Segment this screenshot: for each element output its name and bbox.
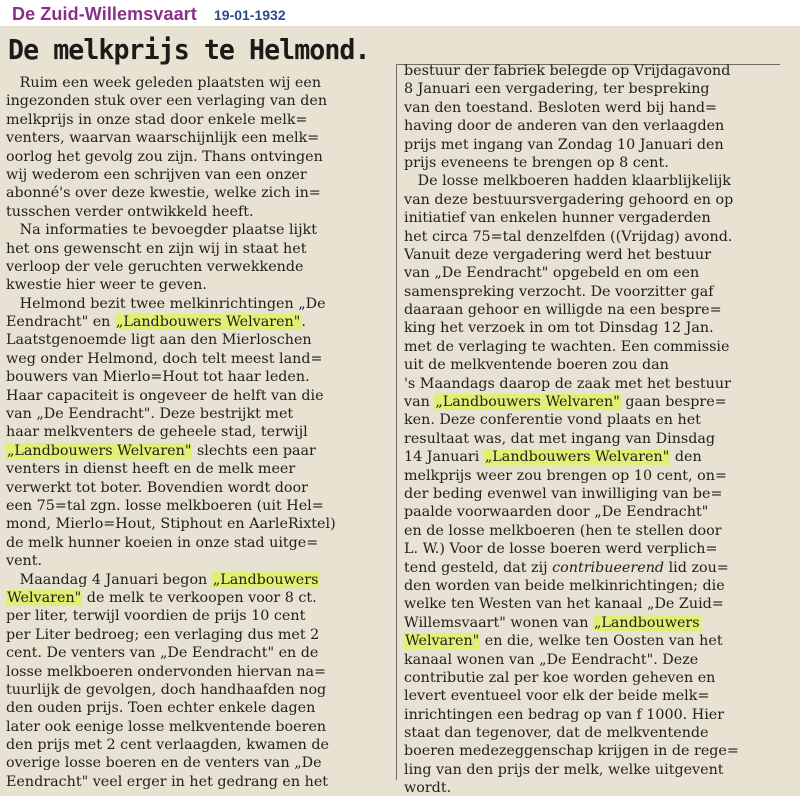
line-text: 8 Januari een vergadering, ter bespreking [404, 81, 710, 98]
line-text: later ook eenige losse melkventende boeren [6, 718, 327, 735]
line-text: daaraan gehoor en willigde na een bespre= [404, 302, 722, 319]
text-line [404, 393, 780, 411]
line-text: Haar capaciteit is ongeveer de helft van die [6, 387, 324, 404]
line-text: per Liter bedroeg; een verlaging dus met 2 [6, 626, 320, 643]
text-line [404, 319, 780, 337]
line-text: ingezonden stuk over een verlaging van den [6, 93, 328, 110]
line-text: De losse melkboeren hadden klaarblijkelijk [404, 173, 731, 190]
text-line [404, 264, 780, 282]
text-line [6, 515, 388, 533]
line-text: Eendracht" veel erger in het gedrang en het [6, 773, 329, 790]
article-column-right [404, 62, 780, 797]
text-line [6, 240, 388, 258]
text-line [404, 375, 780, 393]
line-text: per liter, terwijl voordien de prijs 10 cent [6, 608, 306, 625]
text-line [404, 467, 780, 485]
text-line [404, 191, 780, 209]
highlighted-term: Welvaren" [7, 589, 82, 606]
text-line [6, 663, 388, 681]
text-line [6, 552, 388, 570]
text-line [404, 209, 780, 227]
line-text: prijs met ingang van Zondag 10 Januari den [404, 136, 724, 153]
line-text: een 75=tal zgn. losse melkboeren (uit Hel= [6, 497, 324, 514]
line-text: Willemsvaart" wonen van [404, 614, 593, 631]
line-text: venters in dienst heeft en de melk meer [6, 461, 296, 478]
text-line [404, 706, 780, 724]
highlighted-term: „Landbouwers [212, 571, 319, 588]
text-line [6, 184, 388, 202]
text-line [6, 221, 388, 239]
text-line [6, 148, 388, 166]
line-text: king het verzoek in om tot Dinsdag 12 Jan. [404, 320, 714, 337]
text-line [404, 246, 780, 264]
line-text: abonné's over deze kwestie, welke zich in= [6, 185, 321, 202]
line-text: L. W.) Voor de losse boeren werd verplich= [404, 541, 718, 558]
text-line [404, 540, 780, 558]
line-text: de melk hunner koeien in onze stad uitge= [6, 534, 319, 551]
line-text: 's Maandags daarop de zaak met het bestuur [404, 375, 731, 392]
text-line [6, 497, 388, 515]
text-line [404, 338, 780, 356]
text-line [6, 313, 388, 331]
text-line [404, 301, 780, 319]
line-text: kwestie hier weer te geven. [6, 277, 207, 294]
text-line [404, 136, 780, 154]
line-text: van den toestand. Besloten werd bij hand= [404, 99, 718, 116]
line-text: slechts een paar [192, 442, 316, 459]
line-text: verloop der vele geruchten verwekkende [6, 258, 304, 275]
emphasized-term: contribueerend [552, 559, 665, 576]
line-text: resultaat was, dat met ingang van Dinsdag [404, 430, 716, 447]
line-text: . [301, 314, 306, 331]
line-text: Laatstgenoemde ligt aan den Mierloschen [6, 332, 312, 349]
line-text: kanaal wonen van „De Eendracht". Deze [404, 651, 699, 668]
text-line [6, 203, 388, 221]
text-line [404, 522, 780, 540]
line-text: paalde voorwaarden door „De Eendracht" [404, 504, 709, 521]
text-line [6, 92, 388, 110]
highlighted-term: Welvaren" [405, 633, 480, 650]
line-text: prijs eveneens te brengen op 8 cent. [404, 154, 669, 171]
text-line [6, 773, 388, 791]
text-line [404, 779, 780, 797]
text-line [404, 651, 780, 669]
line-text: bestuur der fabriek belegde op Vrijdagavond [404, 63, 731, 79]
text-line [404, 761, 780, 779]
line-text: gaan bespre= [620, 394, 727, 411]
text-line [6, 607, 388, 625]
line-text: de melk te verkoopen voor 8 ct. [82, 589, 317, 606]
text-line [6, 754, 388, 772]
text-line [6, 589, 388, 607]
line-text: samenspreking verzocht. De voorzitter gaf [404, 283, 714, 300]
line-text: 14 Januari [404, 449, 484, 466]
line-text: melkprijs in onze stad door enkele melk= [6, 111, 308, 128]
text-line [6, 295, 388, 313]
text-line [6, 368, 388, 386]
text-line [6, 644, 388, 662]
text-line [404, 117, 780, 135]
line-text: initiatief van enkelen hunner vergaderden [404, 210, 711, 227]
text-line [404, 154, 780, 172]
publication-date: 19-01-1932 [214, 7, 286, 23]
line-text: haar melkventers de geheele stad, terwijl [6, 424, 308, 441]
text-line [6, 571, 388, 589]
text-line [404, 228, 780, 246]
text-line [404, 724, 780, 742]
line-text: het ons gewenscht en zijn wij in staat het [6, 240, 307, 257]
line-text: inrichtingen een bedrag op van f 1000. Hier [404, 706, 725, 723]
text-line [404, 172, 780, 190]
line-text: overige losse boeren en de venters van „De [6, 755, 322, 772]
line-text: Maandag 4 Januari begon [6, 571, 212, 588]
line-text: levert eventueel voor elk der beide melk= [404, 688, 710, 705]
text-line [6, 276, 388, 294]
article-body-left [6, 74, 388, 791]
text-line [6, 129, 388, 147]
text-line [404, 669, 780, 687]
text-line [6, 699, 388, 717]
text-line [404, 283, 780, 301]
highlighted-term: „Landbouwers Welvaren" [115, 314, 301, 331]
text-line [404, 595, 780, 613]
text-line [6, 736, 388, 754]
article-body-right [404, 62, 780, 798]
line-text: Vanuit deze vergadering werd het bestuur [404, 246, 712, 263]
text-line [6, 111, 388, 129]
line-text: having door de anderen van den verlaagden [404, 118, 725, 135]
line-text: van [404, 394, 435, 411]
line-text: wij wederom een schrijven van een onzer [6, 166, 307, 183]
line-text: den worden van beide melkinrichtingen; die [404, 577, 725, 594]
line-text: Ruim een week geleden plaatsten wij een [6, 75, 322, 91]
text-line [6, 626, 388, 644]
line-text: met de verlaging te wachten. Een commissie [404, 338, 730, 355]
text-line [6, 718, 388, 736]
line-text: Na informaties te bevoegder plaatse lijkt [6, 222, 317, 239]
text-line [404, 62, 780, 80]
line-text: staat dan tegenover, dat de melkventende [404, 725, 709, 742]
text-line [6, 74, 388, 92]
line-text: ken. Deze conferentie vond plaats en het [404, 412, 701, 429]
text-line [6, 350, 388, 368]
line-text: uit de melkventende boeren zou dan [404, 357, 669, 374]
line-text: Helmond bezit twee melkinrichtingen „De [6, 295, 326, 312]
line-text: melkprijs weer zou brengen op 10 cent, on= [404, 467, 727, 484]
text-line [404, 559, 780, 577]
line-text: den [670, 449, 702, 466]
line-text: cent. De venters van „De Eendracht" en de [6, 645, 319, 662]
line-text: lid zou= [664, 559, 729, 576]
text-line [6, 442, 388, 460]
line-text: vent. [6, 553, 43, 570]
text-line [404, 577, 780, 595]
line-text: contributie zal per koe worden geheven en [404, 669, 716, 686]
line-text: losse melkboeren ondervonden hiervan na= [6, 663, 327, 680]
text-line [404, 503, 780, 521]
line-text: den prijs met 2 cent verlaagden, kwamen de [6, 737, 330, 754]
highlighted-term: „Landbouwers Welvaren" [7, 442, 192, 459]
text-line [404, 356, 780, 374]
highlighted-term: „Landbouwers Welvaren" [435, 394, 620, 411]
line-text: het circa 75=tal denzelfden ((Vrijdag) avond. [404, 228, 733, 245]
line-text: tend gesteld, dat zij [404, 559, 553, 576]
line-text: oorlog het gevolg zou zijn. Thans ontvingen [6, 148, 323, 165]
line-text: van deze bestuursvergadering gehoord en op [404, 191, 734, 208]
line-text: mond, Mierlo=Hout, Stiphout en AarleRixtel) [6, 516, 336, 533]
text-line [404, 742, 780, 760]
text-line [6, 681, 388, 699]
article-column-left [6, 30, 388, 790]
line-text: welke ten Westen van het kanaal „De Zuid= [404, 596, 724, 613]
text-line [404, 614, 780, 632]
column-divider [396, 64, 397, 780]
text-line [404, 485, 780, 503]
line-text: en die, welke ten Oosten van het [480, 633, 723, 650]
text-line [404, 99, 780, 117]
line-text: weg onder Helmond, doch telt meest land= [6, 350, 323, 367]
line-text: van „De Eendracht" opgebeld en om een [404, 265, 700, 282]
text-line [404, 687, 780, 705]
text-line [6, 479, 388, 497]
line-text: verwerkt tot boter. Bovendien wordt door [6, 479, 308, 496]
text-line [404, 80, 780, 98]
line-text: boeren medezeggenschap krijgen in de rege= [404, 743, 739, 760]
newspaper-title: De Zuid-Willemsvaart [12, 4, 197, 24]
text-line [6, 166, 388, 184]
line-text: van „De Eendracht". Deze bestrijkt met [6, 406, 294, 423]
line-text: Eendracht" en [6, 314, 115, 331]
text-line [404, 632, 780, 650]
line-text: en de losse melkboeren (hen te stellen door [404, 522, 722, 539]
highlighted-term: „Landbouwers Welvaren" [484, 449, 670, 466]
text-line [6, 405, 388, 423]
line-text: venters, waarvan waarschijnlijk een melk= [6, 130, 320, 147]
line-text: bouwers van Mierlo=Hout tot haar leden. [6, 369, 310, 386]
line-text: den ouden prijs. Toen echter enkele dagen [6, 700, 316, 717]
text-line [6, 387, 388, 405]
page-header [0, 0, 800, 28]
line-text: tuurlijk de gevolgen, doch handhaafden nog [6, 681, 327, 698]
text-line [6, 460, 388, 478]
article-headline: De melkprijs te Helmond. [8, 33, 370, 66]
text-line [6, 534, 388, 552]
line-text: tusschen verder ontwikkeld heeft. [6, 203, 254, 220]
line-text: der beding evenwel van inwilliging van be= [404, 485, 723, 502]
line-text: wordt. [404, 780, 452, 797]
text-line [404, 430, 780, 448]
text-line [404, 448, 780, 466]
text-line [6, 423, 388, 441]
text-line [6, 331, 388, 349]
text-line [6, 258, 388, 276]
highlighted-term: „Landbouwers [593, 614, 700, 631]
line-text: ling van den prijs der melk, welke uitgevent [404, 761, 724, 778]
text-line [404, 411, 780, 429]
